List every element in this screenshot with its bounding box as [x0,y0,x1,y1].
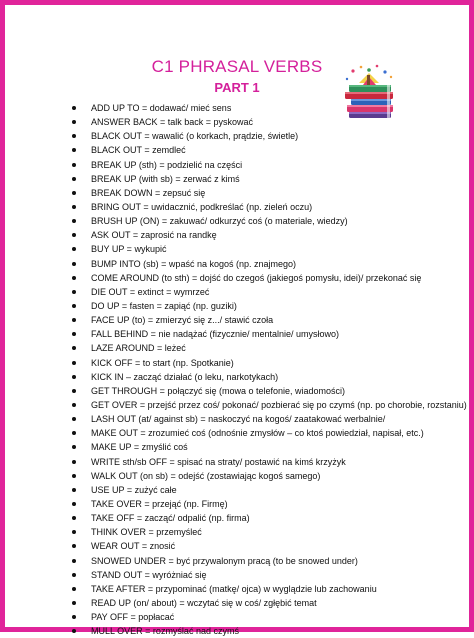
list-item [71,327,467,341]
list-item-text: SNOWED UNDER = być przywalonym pracą (to be snowed under) [91,555,358,566]
list-item [71,554,467,568]
list-item-text: GET THROUGH = połączyć się (mowa o telefonie, wiadomości) [91,385,346,396]
bullet-icon [72,290,76,294]
list-item [71,356,467,370]
list-item [71,624,467,638]
list-item [71,271,467,285]
list-item-text: LAZE AROUND = leżeć [91,343,186,354]
list-item [71,497,467,511]
bullet-icon [72,544,76,548]
list-item-text: USE UP = zużyć całe [91,484,177,495]
bullet-icon [72,106,76,110]
list-item-text: BREAK UP (with sb) = zerwać z kimś [91,173,240,184]
list-item-text: WALK OUT (on sb) = odejść (zostawiając kogoś samego) [91,470,321,481]
list-item-text: TAKE OFF = zacząć/ odpalić (np. firma) [91,513,250,524]
list-item [71,398,467,412]
list-item-text: BUY UP = wykupić [91,244,167,255]
list-item [71,313,467,327]
list-item [71,341,467,355]
bullet-icon [72,205,76,209]
list-item [71,285,467,299]
bullet-icon [72,375,76,379]
list-item-text: BREAK DOWN = zepsuć się [91,187,206,198]
bullet-icon [72,318,76,322]
list-item [71,539,467,553]
bullet-icon [72,629,76,633]
list-item-text: TAKE AFTER = przypominać (matkę/ ojca) w wyglądzie lub zachowaniu [91,583,377,594]
bullet-icon [72,262,76,266]
list-item-text: BRUSH UP (ON) = zakuwać/ odkurzyć coś (o materiale, wiedzy) [91,216,348,227]
list-item [71,228,467,242]
list-item-text: FACE UP (to) = zmierzyć się z.../ stawić czoła [91,315,274,326]
bullet-icon [72,233,76,237]
bullet-icon [72,247,76,251]
bullet-icon [72,488,76,492]
list-item-text: KICK OFF = to start (np. Spotkanie) [91,357,234,368]
list-item-text: READ UP (on/ about) = wczytać się w coś/ zgłębić temat [91,597,317,608]
bullet-icon [72,134,76,138]
bullet-icon [72,516,76,520]
list-item-text: COME AROUND (to sth) = dojść do czegoś (jakiegoś pomysłu, idei)/ przekonać się [91,272,422,283]
list-item-text: LASH OUT (at/ against sb) = naskoczyć na kogoś/ zaatakować werbalnie/ [91,414,386,425]
list-item [71,143,467,157]
bullet-icon [72,460,76,464]
bullet-icon [72,191,76,195]
bullet-icon [72,177,76,181]
list-item [71,186,467,200]
list-item-text: ADD UP TO = dodawać/ mieć sens [91,103,232,113]
page-subtitle: PART 1 [214,80,260,95]
list-item-text: MULL OVER = rozmyślać nad czymś [91,626,239,637]
list-item-text: FALL BEHIND = nie nadążać (fizycznie/ mentalnie/ umysłowo) [91,329,340,340]
list-item-text: MAKE OUT = zrozumieć coś (odnośnie zmysłów – co ktoś powiedział, napisał, etc.) [91,428,424,439]
list-item [71,370,467,384]
list-item [71,483,467,497]
list-item [71,582,467,596]
list-item [71,214,467,228]
list-item-text: GET OVER = przejść przez coś/ pokonać/ pozbierać się po czymś (np. po chorobie, rozstaniu) [91,399,467,410]
bullet-icon [72,276,76,280]
list-item [71,610,467,624]
list-item [71,412,467,426]
list-item-text: DO UP = fasten = zapiąć (np. guziki) [91,300,237,311]
list-item [71,158,467,172]
phrasal-verb-list [71,101,467,638]
list-item [71,115,467,129]
list-item-text: THINK OVER = przemyśleć [91,527,202,538]
list-item-text: BUMP INTO (sb) = wpaść na kogoś (np. znajmego) [91,258,297,269]
list-item-text: TAKE OVER = przejąć (np. Firmę) [91,498,228,509]
list-item [71,129,467,143]
list-item [71,596,467,610]
page-title: C1 PHRASAL VERBS [151,57,323,76]
list-item [71,172,467,186]
bullet-icon [72,530,76,534]
list-item-text: KICK IN – zacząć działać (o leku, narkotykach) [91,371,279,382]
bullet-icon [72,389,76,393]
list-item-text: BLACK OUT = zemdleć [91,145,186,156]
bullet-icon [72,148,76,152]
bullet-icon [72,445,76,449]
list-item-text: DIE OUT = extinct = wymrzeć [91,286,210,297]
list-item [71,242,467,256]
list-item-text: ANSWER BACK = talk back = pyskować [91,117,254,128]
list-item [71,384,467,398]
list-item [71,511,467,525]
bullet-icon [72,615,76,619]
list-item-text: BRING OUT = uwidacznić, podkreślać (np. zieleń oczu) [91,201,313,212]
list-item [71,455,467,469]
list-item-text: ASK OUT = zaprosić na randkę [91,230,217,241]
bullet-icon [72,120,76,124]
list-item-text: MAKE UP = zmyślić coś [91,442,188,453]
bullet-icon [72,502,76,506]
list-item [71,469,467,483]
list-item-text: BLACK OUT = wawalić (o korkach, prądzie, świetle) [91,131,299,142]
list-item-text: WEAR OUT = znosić [91,541,176,552]
bullet-icon [72,573,76,577]
list-item [71,257,467,271]
bullet-icon [72,361,76,365]
list-item [71,101,467,115]
bullet-icon [72,304,76,308]
bullet-icon [72,403,76,407]
list-item-text: BREAK UP (sth) = podzielić na części [91,159,243,170]
bullet-icon [72,219,76,223]
list-item [71,568,467,582]
list-item [71,440,467,454]
list-item-text: STAND OUT = wyróżniać się [91,569,207,580]
bullet-icon [72,587,76,591]
bullet-icon [72,601,76,605]
bullet-icon [72,431,76,435]
bullet-icon [72,474,76,478]
bullet-icon [72,346,76,350]
bullet-icon [72,559,76,563]
list-item-text: PAY OFF = popłacać [91,612,175,623]
bullet-icon [72,332,76,336]
list-item [71,299,467,313]
bullet-icon [72,417,76,421]
bullet-icon [72,163,76,167]
list-item-text: WRITE sth/sb OFF = spisać na straty/ postawić na kimś krzyżyk [91,456,346,467]
list-item [71,426,467,440]
list-item [71,525,467,539]
list-item [71,200,467,214]
